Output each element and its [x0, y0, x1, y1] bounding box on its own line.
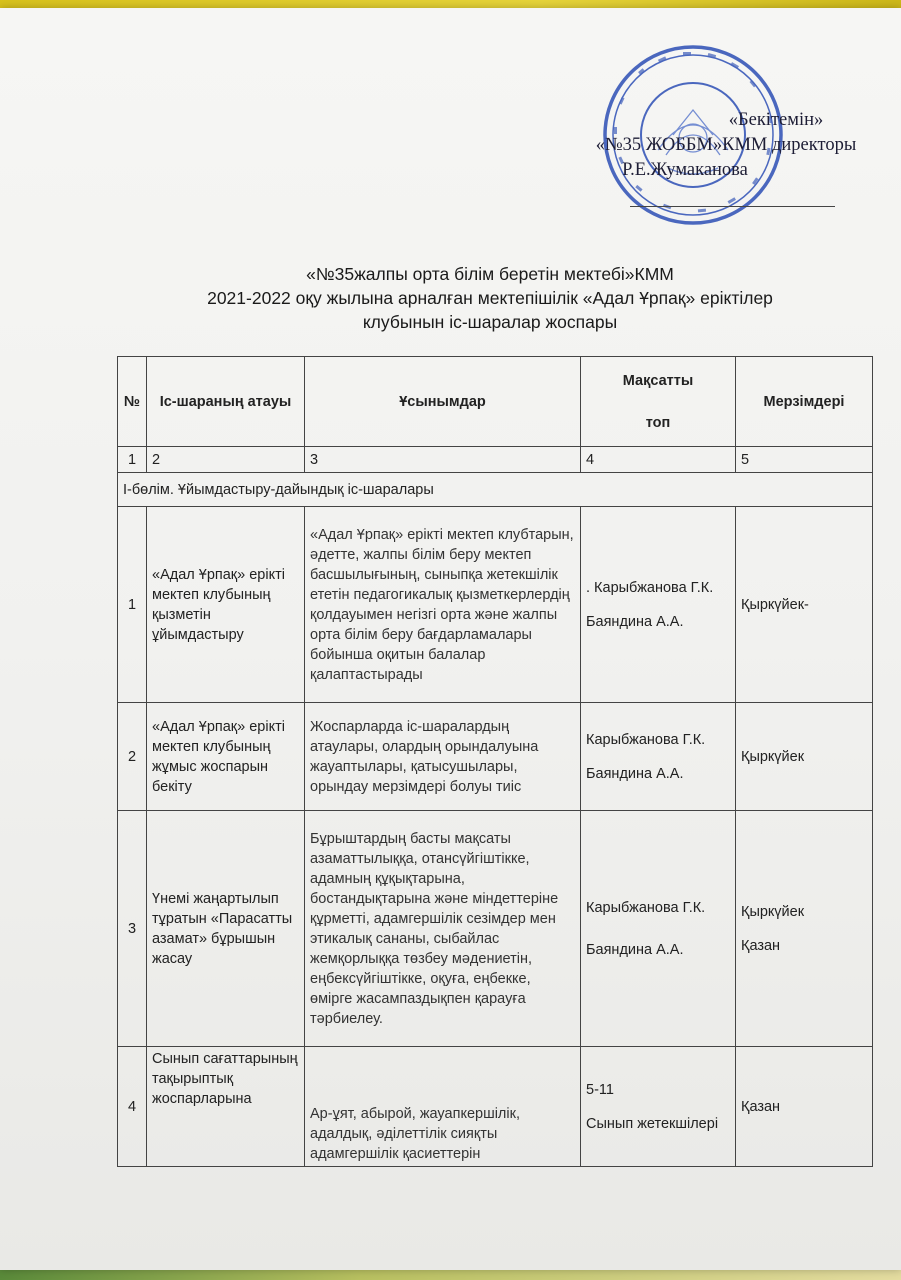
document-title [110, 262, 870, 334]
row-number: 2 [118, 703, 147, 811]
table-row [118, 507, 873, 703]
index-cell: 5 [736, 447, 873, 473]
header-recommendations: Ұсынымдар [305, 357, 581, 447]
row-deadline [736, 811, 873, 1047]
header-event-name: Іс-шараның атауы [147, 357, 305, 447]
approval-block [470, 108, 870, 183]
row-target-group [581, 1047, 736, 1167]
row-deadline-primary: Қазан [741, 1098, 781, 1115]
index-cell: 4 [581, 447, 736, 473]
row-target-group [581, 811, 736, 1047]
row-recommendations: Ар-ұят, абырой, жауапкершілік, адалдық, әділеттілік сияқты адамгершілік қасиеттерін [305, 1047, 581, 1167]
row-deadline-secondary: Қазан [741, 937, 781, 954]
row-target-primary: Карыбжанова Г.К. [586, 899, 706, 916]
row-number: 4 [118, 1047, 147, 1167]
approval-heading: «Бекітемін» [728, 110, 824, 130]
index-cell: 1 [118, 447, 147, 473]
header-number: № [118, 357, 147, 447]
column-index-row [118, 447, 873, 473]
index-cell: 2 [147, 447, 305, 473]
row-target-secondary: Баяндина А.А. [586, 613, 684, 630]
section-row [118, 473, 873, 507]
row-deadline [736, 1047, 873, 1167]
row-target-group [581, 507, 736, 703]
header-target-line2: топ [645, 414, 671, 431]
header-target-line1: Мақсатты [622, 372, 694, 389]
header-target-group [581, 357, 736, 447]
row-target-group [581, 703, 736, 811]
row-target-primary: 5-11 [586, 1081, 614, 1098]
row-event-name: «Адал Ұрпақ» ерікті мектеп клубының жұмыс жоспарын бекіту [147, 703, 305, 811]
table-row [118, 1047, 873, 1167]
row-recommendations: «Адал Ұрпақ» ерікті мектеп клубтарын, әдетте, жалпы білім беру мектеп басшылығының, сыныпқа жетекшілік ететін педагогикалық қызметкерлердің қолдауымен негізгі орта және жалпы орта білім беру бағдарламалары бойынша оқитын балалар қалаптастырады [305, 507, 581, 703]
table-row [118, 811, 873, 1047]
header-deadlines: Мерзімдері [736, 357, 873, 447]
approval-position: «№35 ЖОББМ»КММ директоры [595, 135, 857, 155]
title-line-year: 2021-2022 оқу жылына арналған мектепішілік «Адал Ұрпақ» еріктілер [207, 288, 773, 308]
row-deadline [736, 703, 873, 811]
row-target-secondary: Баяндина А.А. [586, 941, 684, 958]
table-row [118, 703, 873, 811]
approval-director-name: Р.Е.Жумаканова [622, 160, 748, 180]
document-page [0, 8, 901, 1270]
index-cell: 3 [305, 447, 581, 473]
title-line-school: «№35жалпы орта білім беретін мектебі»КММ [306, 264, 674, 284]
row-number: 3 [118, 811, 147, 1047]
row-deadline [736, 507, 873, 703]
row-event-name: Сынып сағаттарының тақырыптық жоспарларына [147, 1047, 305, 1167]
row-target-secondary: Баяндина А.А. [586, 765, 684, 782]
row-target-primary: Карыбжанова Г.К. [586, 731, 706, 748]
section-title: І-бөлім. Ұйымдастыру-дайындық іс-шаралары [118, 473, 873, 507]
row-deadline-primary: Қыркүйек [741, 903, 805, 920]
row-deadline-primary: Қыркүйек [741, 748, 805, 765]
signature-line [630, 206, 835, 207]
table-header-row [118, 357, 873, 447]
row-event-name: «Адал Ұрпақ» ерікті мектеп клубының қызметін ұйымдастыру [147, 507, 305, 703]
row-recommendations: Бұрыштардың басты мақсаты азаматтылыққа, отансүйгіштікке, адамның құқықтарына, бостандықтарына және міндеттеріне құрметті, адамгершілік сезімдер мен этикалық сананы, сыбайлас жемқорлыққа төзбеу мәдениетін, еңбексүйгіштікке, оқуға, еңбекке, өмірге жасампаздықпен қарауға тәрбиелеу. [305, 811, 581, 1047]
row-deadline-primary: Қыркүйек- [741, 596, 809, 613]
row-event-name: Үнемі жаңартылып тұратын «Парасатты азамат» бұрышын жасау [147, 811, 305, 1047]
row-target-secondary: Сынып жетекшілері [586, 1115, 719, 1132]
row-recommendations: Жоспарларда іс-шаралардың атаулары, олардың орындалуына жауаптылары, қатысушылары, орындау мерзімдері болуы тиіс [305, 703, 581, 811]
title-line-plan: клубынын іс-шаралар жоспары [362, 312, 618, 332]
events-plan-table [117, 356, 873, 1167]
row-target-primary: . Карыбжанова Г.К. [586, 579, 714, 596]
row-number: 1 [118, 507, 147, 703]
